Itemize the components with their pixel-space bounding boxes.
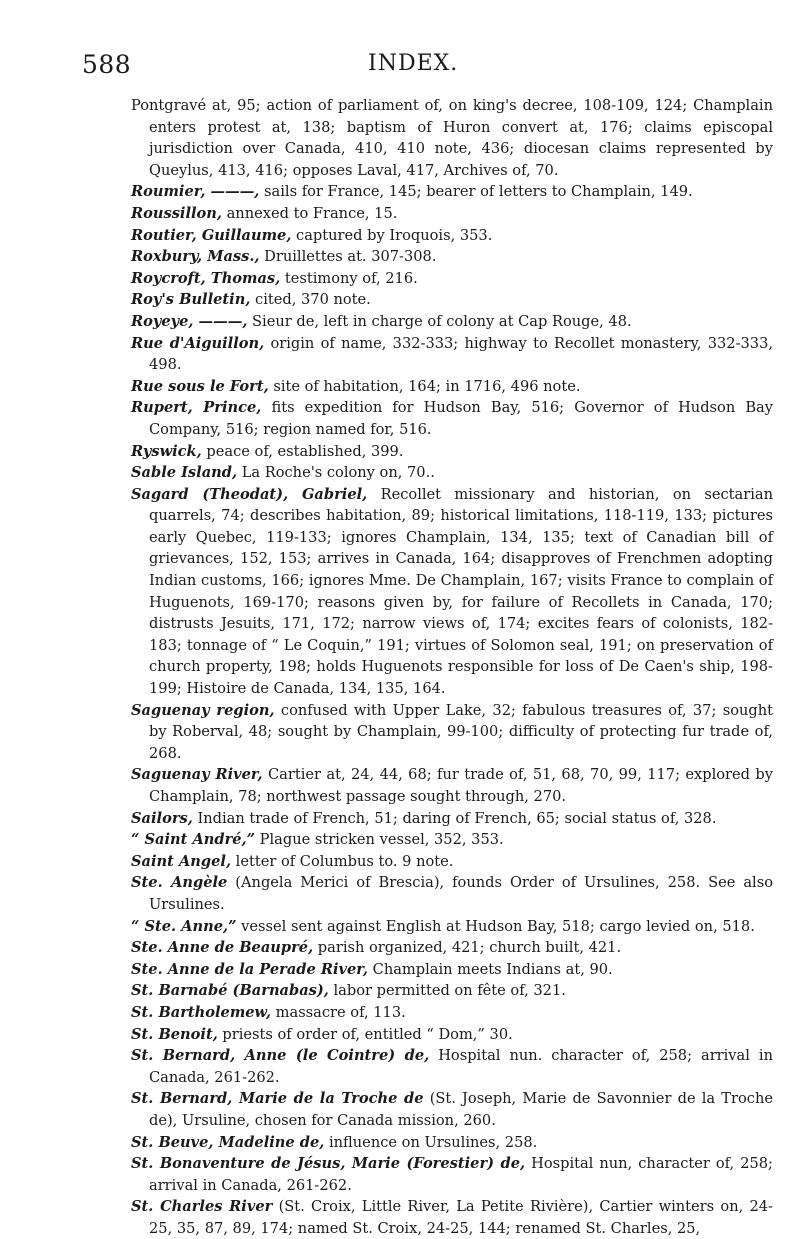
- entry-text: Plague stricken vessel, 352, 353.: [255, 831, 504, 849]
- page-number: 588: [82, 50, 132, 79]
- entry-headword: Roussillon,: [131, 204, 222, 222]
- entry-headword: Rupert, Prince,: [131, 399, 262, 417]
- entry-headword: Roycroft, Thomas,: [131, 269, 281, 287]
- entry-text: massacre of, 113.: [271, 1003, 406, 1021]
- entry-text: Hospital nun. character of, 258; arrival in Canada, 261-262.: [149, 1047, 773, 1086]
- entry-headword: Roxbury, Mass.,: [131, 248, 260, 266]
- entry-text: letter of Columbus to. 9 note.: [231, 852, 454, 870]
- index-entry: [131, 289, 773, 311]
- entry-text: Indian trade of French, 51; daring of French, 65; social status of, 328.: [192, 809, 717, 827]
- entry-headword: St. Charles River: [131, 1198, 273, 1216]
- index-entry: [131, 1196, 773, 1239]
- entry-headword: Ryswick,: [131, 442, 202, 460]
- entry-headword: Rue d'Aiguillon,: [131, 334, 265, 352]
- entry-headword: “ Ste. Anne,”: [131, 917, 237, 935]
- index-entry: [131, 980, 773, 1002]
- entry-text: priests of order of, entitled “ Dom,” 30.: [217, 1025, 513, 1043]
- entry-headword: “ Saint André,”: [131, 831, 256, 849]
- index-entry: [131, 1024, 773, 1046]
- index-entry: [131, 1132, 773, 1154]
- index-entry: [131, 268, 773, 290]
- entry-headword: Ste. Anne de Beaupré,: [131, 939, 314, 957]
- entry-text: labor permitted on fête of, 321.: [328, 982, 566, 1000]
- entry-text: peace of, established, 399.: [201, 442, 404, 460]
- entry-text: (Angela Merici of Brescia), founds Order of Ursulines, 258. See also Ursulines.: [149, 874, 773, 913]
- entry-headword: St. Bonaventure de Jésus, Marie (Forestier) de,: [131, 1155, 526, 1173]
- entry-headword: Sailors,: [131, 809, 193, 827]
- index-entry: [131, 1153, 773, 1196]
- index-entry: [131, 311, 773, 333]
- index-entry: [131, 916, 773, 938]
- entry-headword: Saint Angel,: [131, 852, 232, 870]
- entry-headword: Saguenay River,: [131, 766, 263, 784]
- index-entry: [131, 203, 773, 225]
- entry-text: confused with Upper Lake, 32; fabulous treasures of, 37; sought by Roberval, 48; sought by Champlain, 99-100; difficulty of protecting fur trade of, 268.: [149, 701, 773, 762]
- index-entry: [131, 246, 773, 268]
- entry-headword: Roumier, ———,: [131, 183, 260, 201]
- entry-text: Recollet missionary and historian, on sectarian quarrels, 74; describes habitation, 89; historical limitations, 118-119, 133; pictures early Quebec, 119-133; ignores Champlain, 134, 135; text of Canadian bill of grievances, 152, 153; arrives in Canada, 164; disapproves of Frenchmen adopting Indian customs, 166; ignores Mme. De Champlain, 167; visits France to complain of Huguenots, 169-170; reasons given by, for failure of Recollets in Canada, 170; distrusts Jesuits, 171, 172; narrow views of, 174; excites fears of colonists, 182-183; tonnage of “ Le Coquin,” 191; virtues of Solomon seal, 191; on preservation of church property, 198; holds Huguenots responsible for loss of De Caen's ship, 198-199; Histoire de Canada, 134, 135, 164.: [149, 485, 773, 698]
- entry-headword: Royeye, ———,: [131, 312, 248, 330]
- entry-text: cited, 370 note.: [250, 291, 371, 309]
- entry-text: Pontgravé at, 95; action of parliament of, on king's decree, 108-109, 124; Champlain enters protest at, 138; baptism of Huron convert at, 176; claims episcopal jurisdiction over Canada, 410, 410 note, 436; diocesan claims represented by Queylus, 413, 416; opposes Laval, 417, Archives of, 70.: [131, 97, 773, 179]
- index-entry: [131, 225, 773, 247]
- index-entry: [131, 397, 773, 440]
- index-entry: [131, 851, 773, 873]
- index-entry: [131, 333, 773, 376]
- entry-text: (St. Croix, Little River, La Petite Rivière), Cartier winters on, 24-25, 35, 87, 89, 174; named St. Croix, 24-25, 144; renamed St. Charles, 25,: [149, 1198, 773, 1237]
- index-entry: [131, 1002, 773, 1024]
- entry-text: captured by Iroquois, 353.: [291, 226, 493, 244]
- entry-text: Cartier at, 24, 44, 68; fur trade of, 51, 68, 70, 99, 117; explored by Champlain, 78; northwest passage sought through, 270.: [149, 766, 773, 805]
- entry-text: (St. Joseph, Marie de Savonnier de la Troche de), Ursuline, chosen for Canada mission, 260.: [149, 1090, 773, 1129]
- index-entry: [131, 376, 773, 398]
- index-entry: [131, 764, 773, 807]
- index-entry: [131, 937, 773, 959]
- entry-headword: Roy's Bulletin,: [131, 291, 251, 309]
- entry-headword: St. Bartholemew,: [131, 1003, 272, 1021]
- entry-headword: Routier, Guillaume,: [131, 226, 292, 244]
- entry-text: Druillettes at. 307-308.: [259, 248, 437, 266]
- entry-headword: Rue sous le Fort,: [131, 377, 269, 395]
- entry-headword: Ste. Anne de la Perade River,: [131, 960, 369, 978]
- index-entry: [131, 1045, 773, 1088]
- running-head: INDEX.: [368, 51, 459, 76]
- entry-text: influence on Ursulines, 258.: [324, 1133, 538, 1151]
- entry-text: testimony of, 216.: [280, 269, 418, 287]
- entry-text: site of habitation, 164; in 1716, 496 note.: [268, 377, 581, 395]
- entry-headword: St. Bernard, Marie de la Troche de: [131, 1090, 424, 1108]
- entry-text: Sieur de, left in charge of colony at Cap Rouge, 48.: [247, 312, 632, 330]
- index-entries: [131, 95, 773, 1239]
- entry-text: sails for France, 145; bearer of letters to Champlain, 149.: [259, 183, 693, 201]
- index-entry: [131, 872, 773, 915]
- entry-text: origin of name, 332-333; highway to Recollet monastery, 332-333, 498.: [149, 334, 773, 374]
- index-entry: [131, 441, 773, 463]
- index-entry: [131, 95, 773, 181]
- index-entry: [131, 484, 773, 700]
- index-entry: [131, 1088, 773, 1131]
- entry-text: Hospital nun, character of, 258; arrival in Canada, 261-262.: [149, 1155, 773, 1194]
- entry-headword: Sagard (Theodat), Gabriel,: [131, 485, 368, 503]
- entry-text: parish organized, 421; church built, 421.: [313, 939, 622, 957]
- index-entry: [131, 181, 773, 203]
- index-entry: [131, 829, 773, 851]
- entry-headword: St. Bernard, Anne (le Cointre) de,: [131, 1047, 430, 1065]
- entry-text: annexed to France, 15.: [221, 204, 398, 222]
- entry-headword: St. Beuve, Madeline de,: [131, 1133, 325, 1151]
- entry-text: Champlain meets Indians at, 90.: [368, 960, 613, 978]
- index-entry: [131, 808, 773, 830]
- entry-headword: St. Barnabé (Barnabas),: [131, 982, 329, 1000]
- entry-headword: Saguenay region,: [131, 701, 275, 719]
- entry-headword: Sable Island,: [131, 464, 238, 482]
- index-entry: [131, 700, 773, 765]
- entry-headword: St. Benoit,: [131, 1025, 218, 1043]
- entry-headword: Ste. Angèle: [131, 874, 228, 892]
- index-entry: [131, 462, 773, 484]
- entry-text: fits expedition for Hudson Bay, 516; Governor of Hudson Bay Company, 516; region named for, 516.: [149, 399, 773, 438]
- index-entry: [131, 959, 773, 981]
- entry-text: La Roche's colony on, 70..: [237, 464, 435, 482]
- entry-text: vessel sent against English at Hudson Bay, 518; cargo levied on, 518.: [236, 917, 755, 935]
